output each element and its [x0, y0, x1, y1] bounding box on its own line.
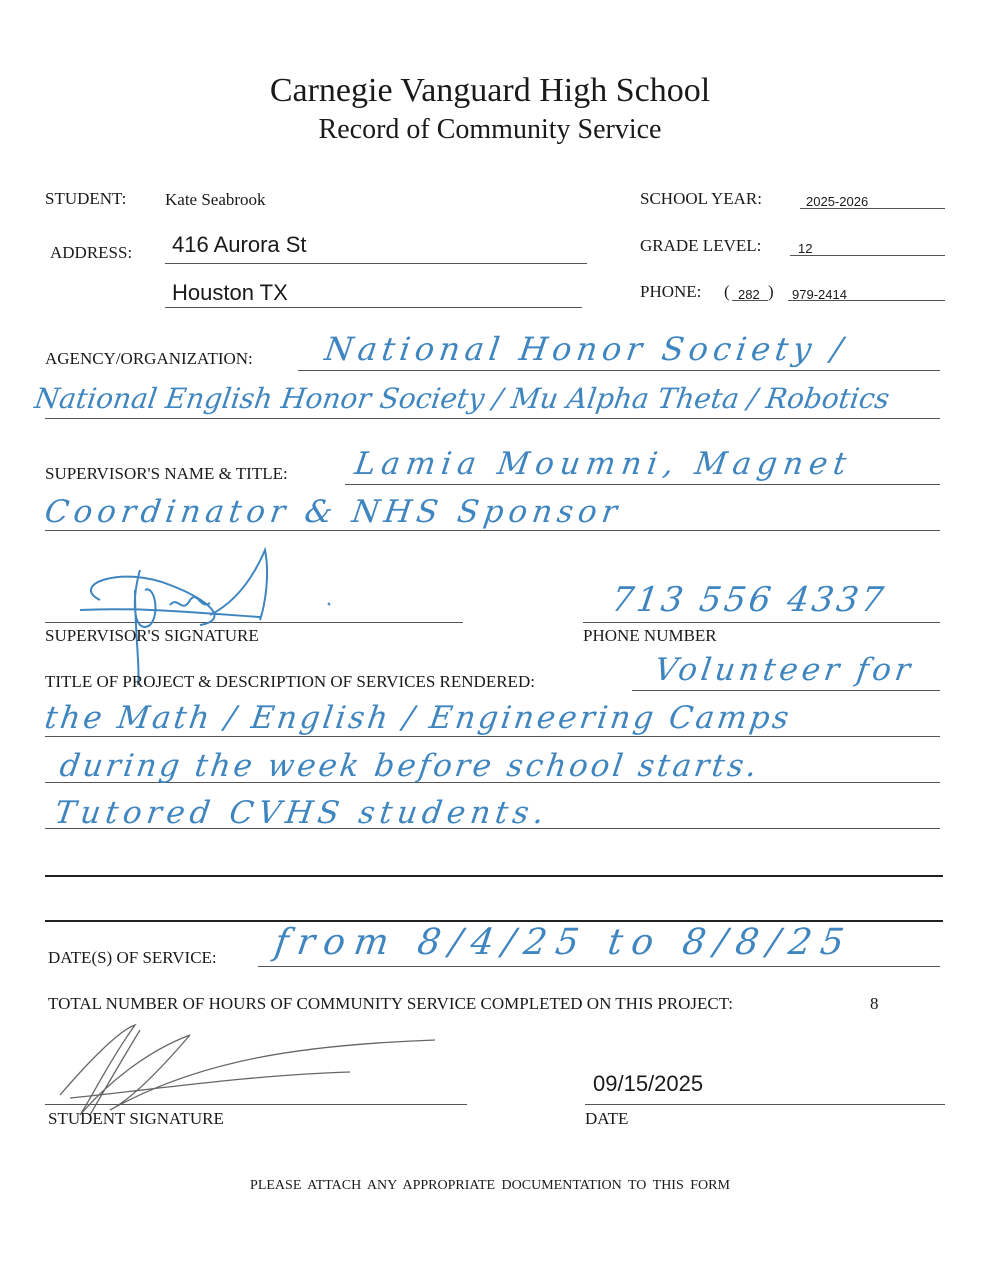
dates-label: DATE(S) OF SERVICE: — [48, 948, 217, 967]
project-field-1[interactable]: Volunteer for — [652, 652, 917, 688]
agency-line-1 — [298, 370, 940, 371]
date-line — [585, 1104, 945, 1105]
supervisor-signature[interactable] — [60, 545, 300, 685]
dates-field[interactable]: from 8/4/25 to 8/8/25 — [272, 922, 856, 963]
student-signature-label: STUDENT SIGNATURE — [48, 1109, 224, 1128]
dates-line — [258, 966, 940, 967]
phone-label: PHONE: — [640, 282, 702, 301]
project-field-4[interactable]: Tutored CVHS students. — [52, 795, 552, 831]
hours-field[interactable]: 8 — [870, 994, 879, 1013]
supervisor-line-2 — [45, 530, 940, 531]
address-field-2[interactable]: Houston TX — [172, 280, 288, 305]
project-field-3[interactable]: during the week before school starts. — [57, 748, 762, 784]
supervisor-label: SUPERVISOR'S NAME & TITLE: — [45, 464, 288, 483]
hours-label: TOTAL NUMBER OF HOURS OF COMMUNITY SERVICE COMPLETED ON THIS PROJECT: — [48, 994, 733, 1013]
date-field[interactable]: 09/15/2025 — [593, 1071, 704, 1096]
supervisor-field-1[interactable]: Lamia Moumni, Magnet — [352, 446, 855, 482]
supervisor-field-2[interactable]: Coordinator & NHS Sponsor — [42, 494, 625, 530]
supervisor-signature-label: SUPERVISOR'S SIGNATURE — [45, 626, 259, 645]
project-line-5 — [45, 875, 943, 877]
project-label: TITLE OF PROJECT & DESCRIPTION OF SERVICES RENDERED: — [45, 672, 535, 691]
student-label: STUDENT: — [45, 189, 127, 208]
phone-paren-close: ) — [768, 282, 774, 301]
agency-field-1[interactable]: National Honor Society / — [322, 330, 850, 368]
project-line-1 — [632, 690, 940, 691]
phone-number-field[interactable]: 979-2414 — [792, 287, 847, 302]
address-label: ADDRESS: — [50, 243, 133, 262]
project-line-2 — [45, 736, 940, 737]
address-line-2 — [165, 307, 582, 308]
project-field-2[interactable]: the Math / English / Engineering Camps — [42, 700, 795, 736]
school-name: Carnegie Vanguard High School — [269, 72, 711, 109]
phone-paren-open: ( — [724, 282, 730, 301]
agency-line-2 — [45, 418, 940, 419]
form-title: Record of Community Service — [318, 114, 662, 145]
grade-field[interactable]: 12 — [798, 241, 813, 256]
grade-line — [790, 255, 945, 256]
student-signature-line — [45, 1104, 467, 1105]
student-name[interactable]: Kate Seabrook — [165, 190, 266, 209]
footer-note: PLEASE ATTACH ANY APPROPRIATE DOCUMENTATION TO THIS FORM — [250, 1178, 730, 1193]
supervisor-phone-line — [583, 622, 940, 623]
agency-label: AGENCY/ORGANIZATION: — [45, 349, 253, 368]
address-field-1[interactable]: 416 Aurora St — [172, 232, 307, 257]
agency-field-2[interactable]: National English Honor Society / Mu Alpha Theta / Robotics — [32, 382, 892, 415]
supervisor-phone-label: PHONE NUMBER — [583, 626, 717, 645]
date-label: DATE — [585, 1109, 629, 1128]
school-year-label: SCHOOL YEAR: — [640, 189, 762, 208]
supervisor-line-1 — [345, 484, 940, 485]
address-line-1 — [165, 263, 587, 264]
supervisor-phone-field[interactable]: 713 556 4337 — [609, 580, 889, 620]
phone-area-field[interactable]: 282 — [738, 287, 760, 302]
school-year-field[interactable]: 2025-2026 — [806, 194, 869, 209]
grade-label: GRADE LEVEL: — [640, 236, 762, 255]
